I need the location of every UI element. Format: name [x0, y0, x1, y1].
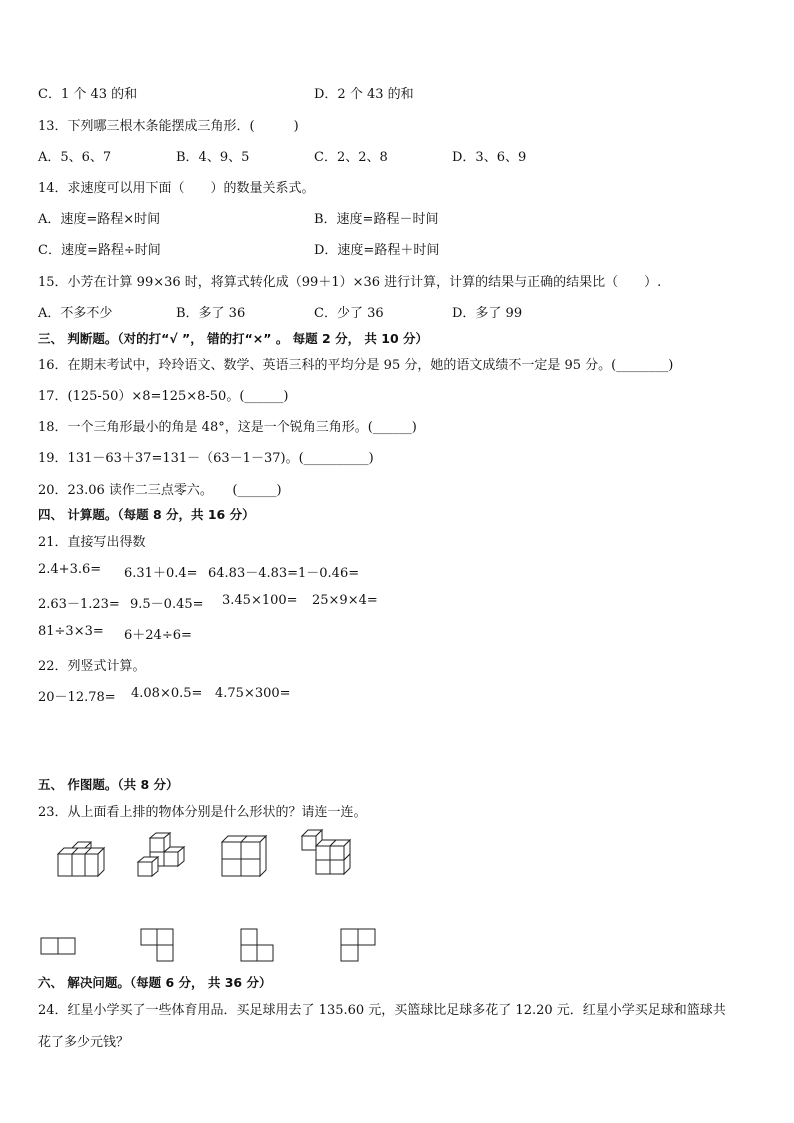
q14-option-c: C．速度=路程÷时间 [38, 243, 161, 258]
cube-figure-2 [136, 832, 188, 882]
q21-item: 2.63－1.23= [38, 597, 120, 612]
q21-item: 1－0.46= [298, 566, 360, 581]
q18: 18．一个三角形最小的角是 48°，这是一个锐角三角形。(______) [38, 420, 417, 435]
q22-item: 4.75×300= [215, 686, 291, 701]
q21-item: 9.5－0.45= [130, 597, 204, 612]
q24-line-1: 24．红星小学买了一些体育用品．买足球用去了 135.60 元，买篮球比足球多花了 12.20 元．红星小学买足球和篮球共 [38, 1003, 726, 1018]
q12-option-d: D．2 个 43 的和 [314, 87, 414, 102]
q24-line-2: 花了多少元钱？ [38, 1035, 130, 1050]
q21-stem: 21．直接写出得数 [38, 535, 146, 550]
q14-option-b: B．速度=路程－时间 [314, 212, 439, 227]
q20: 20．23.06 读作二三点零六。 (______) [38, 483, 282, 498]
q21-item: 81÷3×3= [38, 624, 104, 639]
q13-option-d: D．3、6、9 [452, 150, 527, 165]
q17: 17．(125-50）×8=125×8-50。(______) [38, 389, 289, 404]
top-view-d [340, 928, 378, 964]
q13-stem: 13．下列哪三根木条能摆成三角形．( ) [38, 119, 299, 134]
q15-option-c: C．少了 36 [314, 306, 384, 321]
q21-item: 25×9×4= [312, 593, 378, 608]
q16: 16．在期末考试中，玲玲语文、数学、英语三科的平均分是 95 分，她的语文成绩不一定是 95 分。(________) [38, 358, 674, 373]
section-4-heading: 四、 计算题。（每题 8 分，共 16 分） [38, 507, 255, 522]
top-view-c [240, 928, 276, 964]
q13-option-c: C．2、2、8 [314, 150, 388, 165]
top-view-a [40, 936, 76, 956]
q21-item: 64.83－4.83= [208, 566, 299, 581]
q21-item: 2.4+3.6= [38, 562, 102, 577]
section-3-heading: 三、 判断题。（对的打“√ ”， 错的打“×” 。 每题 2 分， 共 10 分） [38, 331, 429, 346]
q12-option-c: C．1 个 43 的和 [38, 87, 138, 102]
q23-stem: 23．从上面看上排的物体分别是什么形状的？请连一连。 [38, 805, 367, 820]
q14-stem: 14．求速度可以用下面（ ）的数量关系式。 [38, 181, 315, 196]
q14-option-d: D．速度=路程＋时间 [314, 243, 440, 258]
q22-item: 20－12.78= [38, 690, 116, 705]
cube-figure-3 [220, 834, 268, 880]
q14-option-a: A．速度=路程×时间 [38, 212, 161, 227]
cube-figure-1 [56, 840, 106, 880]
section-5-heading: 五、 作图题。（共 8 分） [38, 777, 179, 792]
q15-option-d: D．多了 99 [452, 306, 523, 321]
cube-figure-4 [300, 828, 354, 880]
q21-item: 6＋24÷6= [124, 628, 192, 643]
q19: 19．131－63＋37=131－（63－1－37)。(__________) [38, 451, 374, 466]
q15-option-b: B．多了 36 [176, 306, 246, 321]
section-6-heading: 六、 解决问题。（每题 6 分， 共 36 分） [38, 975, 272, 990]
q13-option-b: B．4、9、5 [176, 150, 250, 165]
q22-item: 4.08×0.5= [131, 686, 203, 701]
q21-item: 6.31＋0.4= [124, 566, 198, 581]
q22-stem: 22．列竖式计算。 [38, 659, 146, 674]
q15-option-a: A．不多不少 [38, 306, 113, 321]
q13-option-a: A．5、6、7 [38, 150, 112, 165]
top-view-b [140, 928, 176, 964]
q15-stem: 15．小芳在计算 99×36 时，将算式转化成（99＋1）×36 进行计算，计算的结果与正确的结果比（ ）. [38, 275, 662, 290]
q21-item: 3.45×100= [222, 593, 298, 608]
